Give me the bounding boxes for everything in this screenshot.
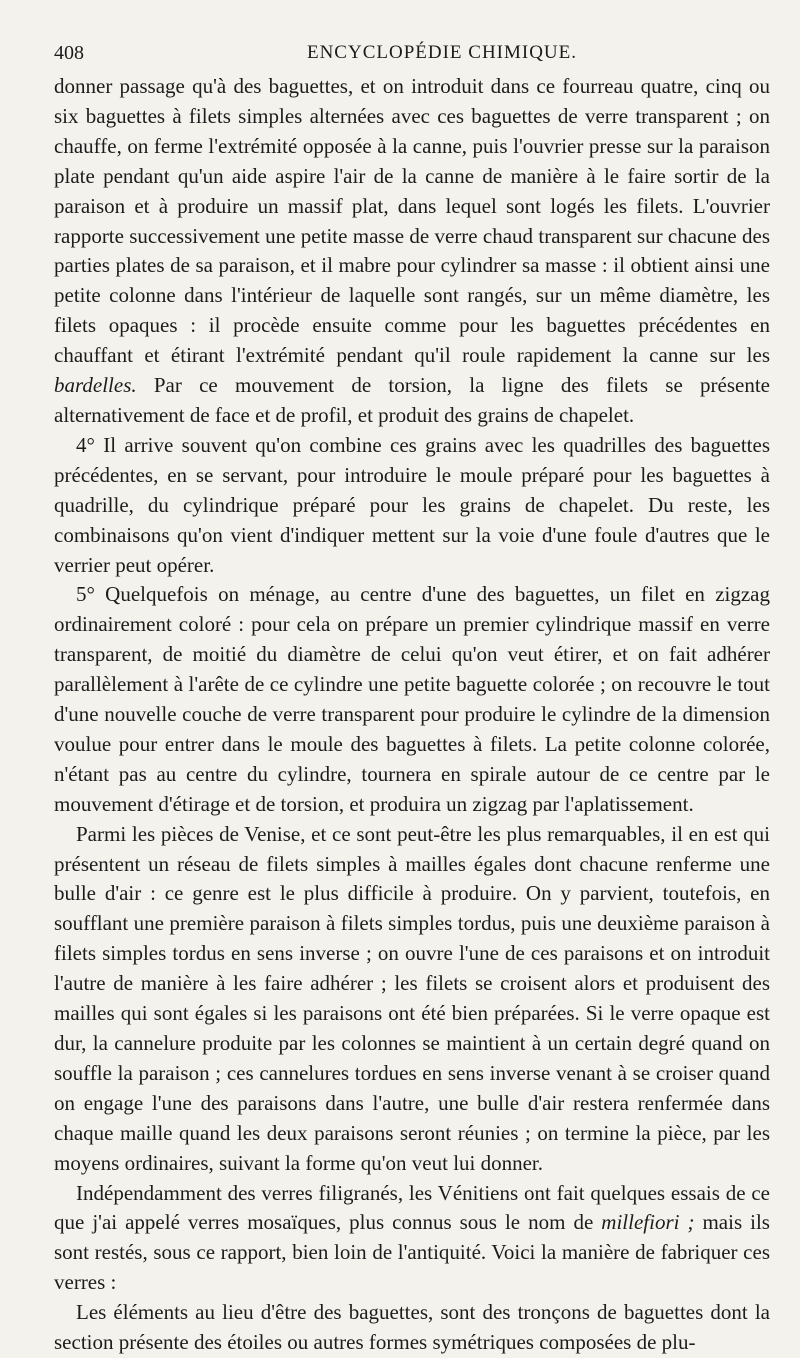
paragraph-5: [54, 1179, 770, 1299]
paragraph-text: donner passage qu'à des baguettes, et on introduit dans ce fourreau quatre, cinq ou six baguettes à filets simples alternées avec ces baguettes de verre transparent ; on chauffe, on ferme l'extrémité opposée à la canne, puis l'ouvrier presse sur la paraison plate pendant qu'un aide aspire l'air de la canne de manière à le faire sortir de la paraison et à produire un massif plat, dans lequel sont logés les filets. L'ouvrier rapporte successivement une petite masse de verre chaud transparent sur chacune des parties plates de sa paraison, et il mabre pour cylindrer sa masse : il obtient ainsi une petite colonne dans l'intérieur de laquelle sont rangés, sur un même diamètre, les filets opaques : il procède ensuite comme pour les baguettes précédentes en chauffant et étirant l'extrémité pendant qu'il roule rapidement la canne sur les: [54, 74, 770, 368]
italic-term-bardelles: bardelles.: [54, 373, 137, 398]
paragraph-text-continued: Par ce mouvement de torsion, la ligne des filets se présente alternativement de face et de profil, et produit des grains de chapelet.: [54, 373, 770, 427]
running-title: ENCYCLOPÉDIE CHIMIQUE.: [306, 42, 578, 63]
body-text: [54, 72, 770, 1358]
paragraph-text: 5° Quelquefois on ménage, au centre d'une des baguettes, un filet en zigzag ordinairement coloré : pour cela on prépare un premier cylindrique massif en verre transparent, de moitié du diamètre de celui qu'on veut étirer, et on fait adhérer parallèlement à l'arête de ce cylindre une petite baguette colorée ; on recouvre le tout d'une nouvelle couche de verre transparent pour produire le cylindre de la dimension voulue pour entrer dans le moule des baguettes à filets. La petite colonne colorée, n'étant pas au centre du cylindre, tournera en spirale autour de ce centre par le mouvement d'étirage et de torsion, et produira un zigzag par l'aplatissement.: [54, 582, 770, 816]
paragraph-text: 4° Il arrive souvent qu'on combine ces grains avec les quadrilles des baguettes précédentes, en se servant, pour introduire le moule préparé pour les baguettes à quadrille, du cylindrique préparé pour les grains de chapelet. Du reste, les combinaisons qu'on vient d'indiquer mettent sur la voie d'une foule d'autres que le verrier peut opérer.: [54, 432, 770, 577]
page-number: 408: [54, 42, 84, 64]
italic-term-millefiori: millefiori ;: [601, 1210, 695, 1235]
paragraph-text: Les éléments au lieu d'être des baguettes, sont des tronçons de baguettes dont la section présente des étoiles ou autres formes symétriques composées de plu-: [54, 1300, 770, 1355]
paragraph-text: Indépendamment des verres filigranés, les Vénitiens ont fait quelques essais de ce que j'ai appelé verres mosaïques, plus connus sous le nom de: [54, 1180, 770, 1235]
paragraph-2: [54, 431, 770, 581]
paragraph-text-continued: mais ils sont restés, sous ce rapport, bien loin de l'antiquité. Voici la manière de fabriquer ces verres :: [54, 1210, 770, 1295]
paragraph-6: [54, 1298, 770, 1358]
paragraph-text: Parmi les pièces de Venise, et ce sont peut-être les plus remarquables, il en est qui présentent un réseau de filets simples à mailles égales dont chacune renferme une bulle d'air : ce genre est le plus difficile à produire. On y parvient, toutefois, en soufflant une première paraison à filets simples tordus, puis une deuxième paraison à filets simples tordus en sens inverse ; on ouvre l'une de ces paraisons et on introduit l'autre de manière à les faire adhérer ; les filets se croisent alors et produisent des mailles qui sont égales si les paraisons ont été bien préparées. Si le verre opaque est dur, la cannelure produite par les colonnes se maintient à un certain degré quand on souffle la paraison ; ces cannelures tordues en sens inverse venant à se croiser quand on engage l'une des paraisons dans l'autre, une bulle d'air restera renfermée dans chaque maille quand les deux paraisons seront réunies ; on termine la pièce, par les moyens ordinaires, suivant la forme qu'on veut lui donner.: [54, 821, 770, 1175]
paragraph-4: [54, 820, 770, 1179]
paragraph-3: [54, 580, 770, 819]
page-header: [54, 42, 770, 72]
paragraph-1: [54, 72, 770, 431]
